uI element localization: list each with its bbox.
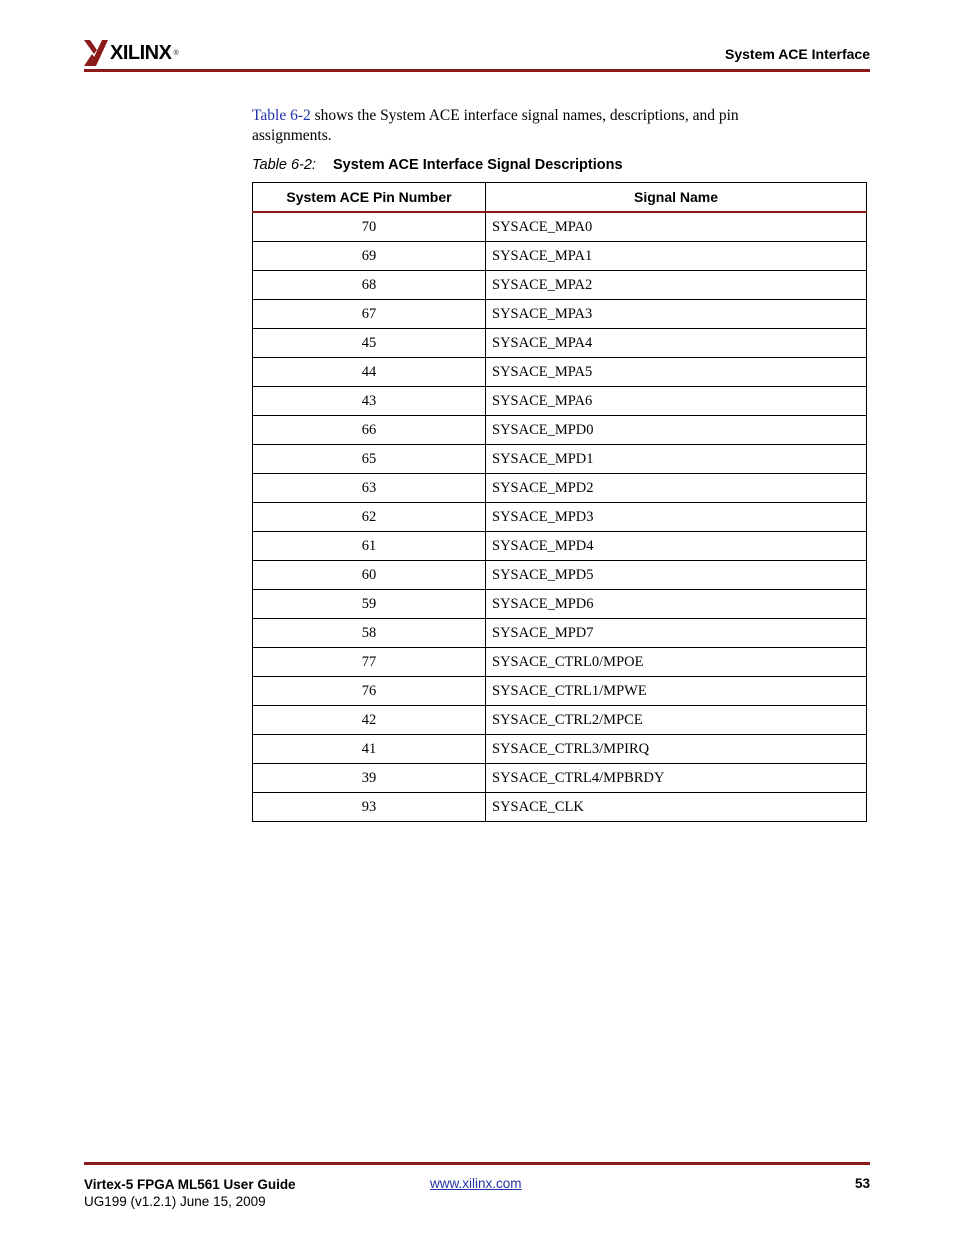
signal-cell: SYSACE_MPA1 <box>486 242 867 271</box>
table-row <box>253 706 867 735</box>
signal-cell: SYSACE_MPD0 <box>486 416 867 445</box>
signal-cell: SYSACE_MPD5 <box>486 561 867 590</box>
table-row <box>253 416 867 445</box>
footer-doc-info <box>84 1176 296 1210</box>
pin-cell: 45 <box>253 329 486 358</box>
table-row <box>253 503 867 532</box>
signal-cell: SYSACE_MPD3 <box>486 503 867 532</box>
pin-cell: 42 <box>253 706 486 735</box>
table-row <box>253 445 867 474</box>
table-row <box>253 793 867 822</box>
pin-cell: 59 <box>253 590 486 619</box>
table-title: System ACE Interface Signal Descriptions <box>333 157 623 173</box>
intro-paragraph <box>252 106 812 146</box>
pin-cell: 76 <box>253 677 486 706</box>
registered-mark: ® <box>173 49 179 57</box>
table-row <box>253 329 867 358</box>
table-body <box>253 212 867 822</box>
signal-cell: SYSACE_CLK <box>486 793 867 822</box>
header-rule <box>84 69 870 72</box>
guide-title: Virtex-5 FPGA ML561 User Guide <box>84 1177 296 1192</box>
signal-cell: SYSACE_CTRL1/MPWE <box>486 677 867 706</box>
table-row <box>253 242 867 271</box>
signal-cell: SYSACE_MPD1 <box>486 445 867 474</box>
pin-cell: 60 <box>253 561 486 590</box>
pin-cell: 66 <box>253 416 486 445</box>
table-row <box>253 271 867 300</box>
table-number: Table 6-2: <box>252 157 316 173</box>
signal-cell: SYSACE_MPD2 <box>486 474 867 503</box>
intro-text: shows the System ACE interface signal names, descriptions, and pin assignments. <box>252 107 739 144</box>
signal-cell: SYSACE_MPA4 <box>486 329 867 358</box>
pin-cell: 93 <box>253 793 486 822</box>
page-number: 53 <box>854 1176 870 1191</box>
signal-cell: SYSACE_CTRL3/MPIRQ <box>486 735 867 764</box>
xilinx-logo <box>84 40 179 66</box>
signal-cell: SYSACE_MPA5 <box>486 358 867 387</box>
signal-table <box>252 182 867 822</box>
pin-cell: 41 <box>253 735 486 764</box>
table-row <box>253 619 867 648</box>
table-row <box>253 764 867 793</box>
signal-cell: SYSACE_CTRL0/MPOE <box>486 648 867 677</box>
pin-cell: 39 <box>253 764 486 793</box>
table-header-row <box>253 183 867 213</box>
xilinx-logo-icon <box>84 40 108 66</box>
table-row <box>253 735 867 764</box>
signal-cell: SYSACE_MPD7 <box>486 619 867 648</box>
table-row <box>253 561 867 590</box>
signal-cell: SYSACE_MPA2 <box>486 271 867 300</box>
column-header-signal: Signal Name <box>486 183 867 213</box>
signal-cell: SYSACE_MPA0 <box>486 212 867 242</box>
pin-cell: 70 <box>253 212 486 242</box>
section-title: System ACE Interface <box>725 46 870 62</box>
table-row <box>253 212 867 242</box>
pin-cell: 77 <box>253 648 486 677</box>
pin-cell: 69 <box>253 242 486 271</box>
website-link[interactable]: www.xilinx.com <box>430 1176 522 1191</box>
table-row <box>253 358 867 387</box>
pin-cell: 63 <box>253 474 486 503</box>
pin-cell: 61 <box>253 532 486 561</box>
page-header <box>84 36 870 72</box>
signal-cell: SYSACE_MPA3 <box>486 300 867 329</box>
signal-cell: SYSACE_MPD4 <box>486 532 867 561</box>
pin-cell: 62 <box>253 503 486 532</box>
table-row <box>253 387 867 416</box>
table-row <box>253 300 867 329</box>
pin-cell: 65 <box>253 445 486 474</box>
pin-cell: 44 <box>253 358 486 387</box>
signal-cell: SYSACE_MPA6 <box>486 387 867 416</box>
pin-cell: 58 <box>253 619 486 648</box>
table-row <box>253 677 867 706</box>
table-reference-link[interactable]: Table 6-2 <box>252 107 311 124</box>
table-row <box>253 590 867 619</box>
table-row <box>253 474 867 503</box>
signal-cell: SYSACE_CTRL2/MPCE <box>486 706 867 735</box>
footer-rule <box>84 1162 870 1165</box>
doc-version: UG199 (v1.2.1) June 15, 2009 <box>84 1194 266 1209</box>
table-caption <box>252 157 623 173</box>
pin-cell: 67 <box>253 300 486 329</box>
pin-cell: 68 <box>253 271 486 300</box>
signal-cell: SYSACE_MPD6 <box>486 590 867 619</box>
table-row <box>253 648 867 677</box>
logo-text: XILINX <box>110 42 172 64</box>
column-header-pin: System ACE Pin Number <box>253 183 486 213</box>
pin-cell: 43 <box>253 387 486 416</box>
table-row <box>253 532 867 561</box>
signal-cell: SYSACE_CTRL4/MPBRDY <box>486 764 867 793</box>
